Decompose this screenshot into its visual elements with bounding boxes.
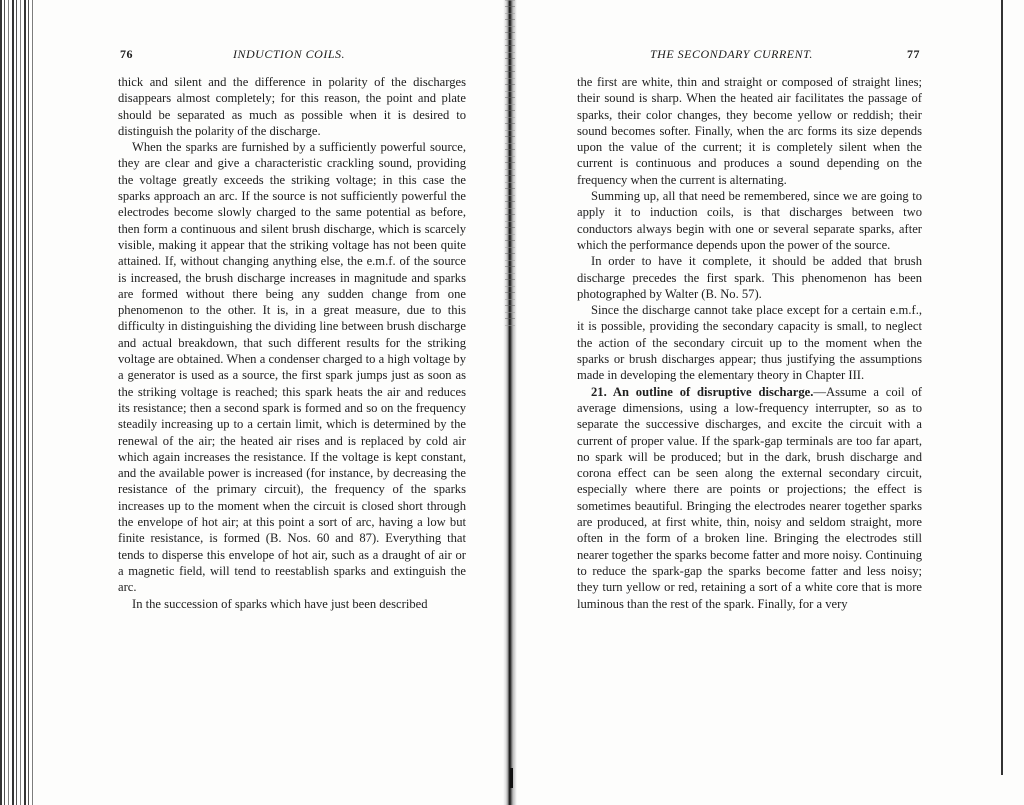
right-paragraph-1: the first are white, thin and straight or composed of straight lines; their sound is sharp. When the heated air facilitates the passage of sparks, their color changes, they become yellow or reddish; their sound becomes softer. Finally, when the arc forms its size depends upon the value of the current; it is completely silent when the current is continuous and produces a sound depending on the frequency when the current is alternating.: [577, 75, 922, 187]
left-page-number: 76: [120, 47, 133, 61]
left-paragraph-1: thick and silent and the difference in polarity of the discharges disappears almost completely; for this reason, the point and plate should be separated as much as possible when it is desired to distinguish the polarity of the discharge.: [118, 75, 466, 138]
right-paragraph-2: Summing up, all that need be remembered, since we are going to apply it to induction coils, is that discharges between two conductors always begin with one or several separate sparks, after which the performance depends upon the power of the source.: [577, 189, 922, 252]
right-page-number: 77: [907, 47, 920, 61]
right-page-body: [577, 74, 922, 612]
scan-edge-right: [1001, 0, 1003, 775]
section-heading: 21. An outline of disruptive discharge.: [591, 384, 814, 399]
left-paragraph-3: In the succession of sparks which have just been described: [132, 596, 428, 611]
scan-edge-left: [0, 0, 34, 805]
section-text: —Assume a coil of average dimensions, using a low-frequency interrupter, so as to separate the successive discharges, and excite the circuit with a current of proper value. If the spark-gap terminals are too far apart, no spark will be produced; but in the dark, brush discharge and corona effect can be seen along the external secondary circuit, especially where there are points or projections; the effect is sometimes beautiful. Bringing the electrodes nearer together sparks are produced, at first white, thin, noisy and seldom straight, more often in the form of a broken line. Bringing the electrodes still nearer together the sparks become fatter and more noisy. Continuing to reduce the spark-gap the sparks become fatter and less noisy; they turn yellow or red, retaining a sort of a white core that is more luminous than the rest of the spark. Finally, for a very: [577, 384, 922, 611]
section-21-paragraph: [577, 384, 922, 612]
left-running-title: INDUCTION COILS.: [233, 47, 346, 61]
left-page-body: [118, 74, 466, 612]
right-paragraph-3: In order to have it complete, it should be added that brush discharge precedes the first spark. This phenomenon has been photographed by Walter (B. No. 57).: [577, 254, 922, 301]
gutter-bottom-mark: [510, 768, 513, 788]
left-paragraph-2: When the sparks are furnished by a sufficiently powerful source, they are clear and give a characteristic crackling sound, providing the voltage greatly exceeds the striking voltage; in this case the sparks approach an arc. If the source is not sufficiently powerful the electrodes become slowly charged to the same potential as before, then form a continuous and silent brush discharge, which is scarcely visible, making it appear that the striking voltage has not been quite attained. If, without changing anything else, the e.m.f. of the source is increased, the brush discharge increases in magnitude and sparks are formed without there being any sudden change from one phenomenon to the other. It is, in a great measure, due to this difficulty in distinguishing the dividing line between brush discharge and actual breakdown, that such different results for the striking voltage are obtained. When a condenser charged to a high voltage by a generator is used as a source, the first spark jumps just as soon as the striking voltage is reached; this spark heats the air and reduces its resistance; then a second spark is formed and so on the frequency steadily increasing up to a certain limit, which is determined by the renewal of the air; the heated air rises and is replaced by cold air which again increases the resistance. If the voltage is kept constant, and the available power is increased (for instance, by decreasing the resistance of the primary circuit), the frequency of the sparks increases up to the moment when the circuit is closed short through the envelope of hot air; at this point a sort of arc, having a low but finite resistance, is formed (B. Nos. 60 and 87). Everything that tends to disperse this envelope of hot air, such as a draught of air or a magnetic field, will tend to reestablish sparks and extinguish the arc.: [118, 140, 466, 595]
right-paragraph-4: Since the discharge cannot take place except for a certain e.m.f., it is possible, providing the secondary capacity is small, to neglect the action of the secondary circuit up to the moment when the sparks or brush discharges appear; thus justifying the assumptions made in developing the elementary theory in Chapter III.: [577, 303, 922, 383]
gutter-noise: [505, 0, 515, 330]
right-running-title: THE SECONDARY CURRENT.: [650, 47, 813, 61]
